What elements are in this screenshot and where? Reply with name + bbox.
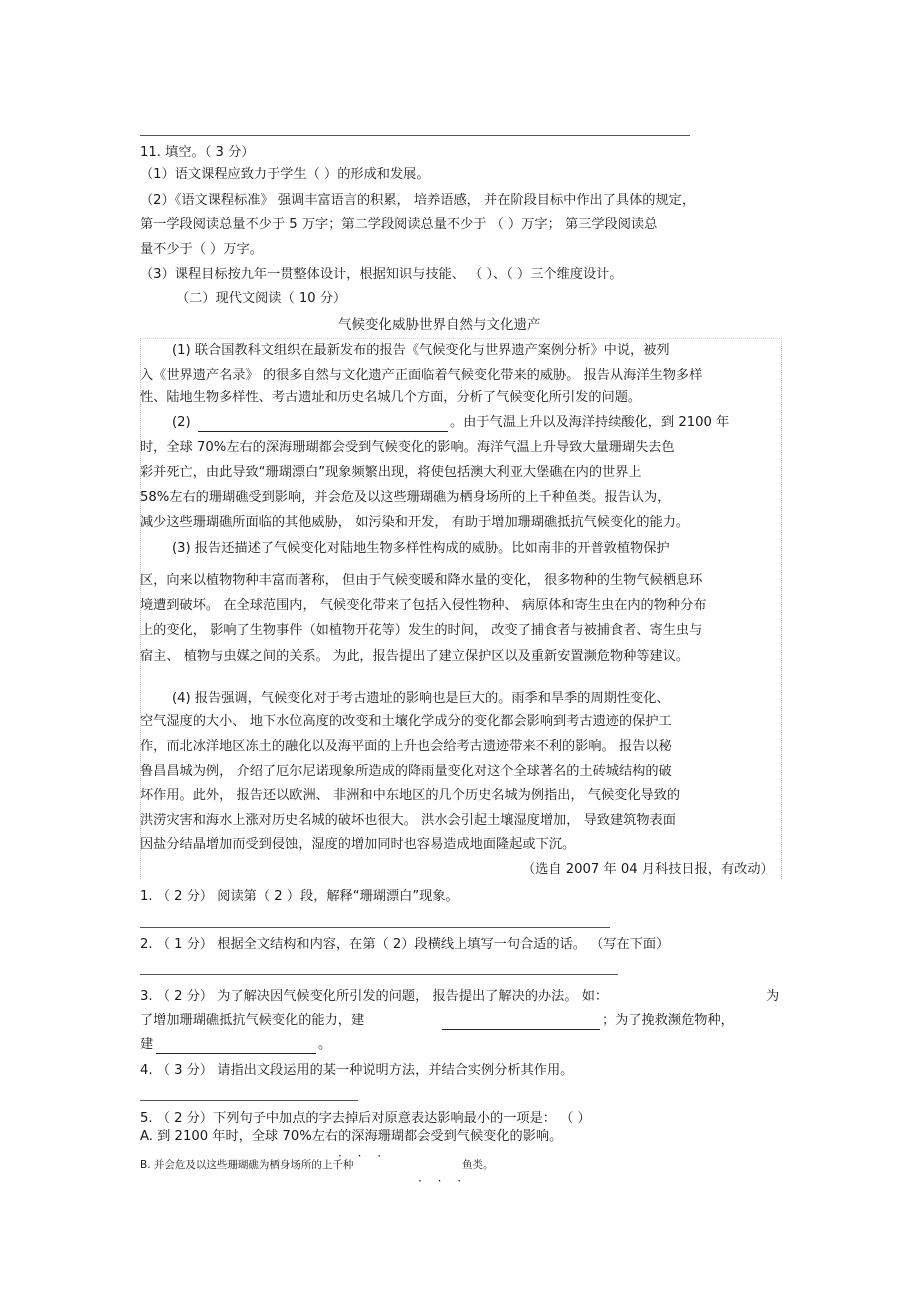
- question-5-option-a: A. 到 2100 年时，全球 70%左右的深海珊瑚都会受到气候变化的影响。: [140, 1129, 563, 1144]
- q1-answer-line[interactable]: [140, 927, 610, 928]
- question-3-line1: 3. （ 2 分） 为了解决因气候变化所引发的问题， 报告提出了解决的办法。 如：: [140, 989, 609, 1004]
- emphasis-dots-a: · · ·: [338, 1149, 388, 1163]
- question-2: 2. （ 1 分） 根据全文结构和内容，在第（ 2）段横线上填写一句合适的话。 （写在下面）: [140, 937, 670, 952]
- question-3-line3-pre: 建: [140, 1037, 154, 1052]
- para3-line2: 区，向来以植物物种丰富而著称， 但由于气候变暖和降水量的变化， 很多物种的生物气候栖息环: [140, 573, 703, 588]
- para4-line3: 作，而北冰洋地区冻土的融化以及海平面的上升也会给考古遗迹带来不利的影响。 报告以秘: [140, 739, 672, 754]
- para2-label: (2): [172, 415, 191, 430]
- question-1: 1. （ 2 分） 阅读第（ 2 ）段，解释“珊瑚漂白”现象。: [140, 889, 459, 904]
- q3-blank-2[interactable]: [156, 1036, 316, 1054]
- para3-line4: 上的变化， 影响了生物事件（如植物开花等）发生的时间， 改变了捕食者与被捕食者、寄生虫与: [140, 623, 703, 638]
- para4-line6: 洪涝灾害和海水上涨对历史名城的破坏也很大。 洪水会引起土壤湿度增加， 导致建筑物表面: [140, 813, 676, 828]
- question-5-option-b-pre: B. 并会危及以这些珊瑚礁为栖身场所的上千种: [140, 1159, 354, 1171]
- para2-line3: 彩并死亡，由此导致“珊瑚漂白”现象频繁出现，将使包括澳大利亚大堡礁在内的世界上: [140, 465, 642, 480]
- para1-line1: (1) 联合国教科文组织在最新发布的报告《气候变化与世界遗产案例分析》中说，被列: [172, 343, 670, 358]
- q2-answer-line[interactable]: [140, 974, 618, 975]
- q11-heading: 11. 填空。（ 3 分）: [140, 145, 255, 160]
- para1-line3: 性、陆地生物多样性、考古遗址和历史名城几个方面，分析了气候变化所引发的问题。: [140, 390, 642, 405]
- para4-line1: (4) 报告强调，气候变化对于考古遗址的影响也是巨大的。雨季和旱季的周期性变化、: [172, 691, 670, 706]
- para4-line2: 空气湿度的大小、 地下水位高度的改变和土壤化学成分的变化都会影响到考古遗迹的保护工: [140, 714, 672, 729]
- para4-line5: 坏作用。此外， 报告还以欧洲、 非洲和中东地区的几个历史名城为例指出， 气候变化导致的: [140, 788, 681, 803]
- question-3-line2-post: ；为了挽救濒危物种，: [602, 1013, 734, 1028]
- para2-blank[interactable]: [198, 414, 448, 432]
- para4-line7: 因盐分结晶增加而受到侵蚀，湿度的增加同时也容易造成地面隆起或下沉。: [140, 837, 576, 852]
- para2-line1-tail: 。由于气温上升以及海洋持续酸化，到 2100 年: [450, 415, 730, 430]
- top-divider: [140, 135, 690, 136]
- q11-part2-line3: 量不少于（ ）万字。: [140, 242, 263, 257]
- para3-line1: (3) 报告还描述了气候变化对陆地生物多样性构成的威胁。比如南非的开普敦植物保护: [172, 541, 670, 556]
- q11-part2-line2: 第一学段阅读总量不少于 5 万字；第二学段阅读总量不少于 （ ）万字； 第三学段阅读总: [140, 217, 658, 232]
- question-4: 4. （ 3 分） 请指出文段运用的某一种说明方法，并结合实例分析其作用。: [140, 1063, 574, 1078]
- para2-line2: 时，全球 70%左右的深海珊瑚都会受到气候变化的影响。海洋气温上升导致大量珊瑚失去色: [140, 440, 675, 455]
- para3-line5: 宿主、 植物与虫媒之间的关系。 为此，报告提出了建立保护区以及重新安置濒危物种等建议。: [140, 649, 690, 664]
- passage-source: （选自 2007 年 04 月科技日报，有改动）: [522, 862, 774, 877]
- q11-part1: （1）语文课程应致力于学生（ ）的形成和发展。: [140, 167, 430, 182]
- para4-line4: 鲁昌昌城为例， 介绍了厄尔尼诺现象所造成的降雨量变化对这个全球著名的土砖城结构的破: [140, 764, 672, 779]
- question-3-line1-end: 为: [766, 989, 780, 1004]
- q3-blank-1[interactable]: [442, 1012, 600, 1030]
- q4-answer-line[interactable]: [140, 1100, 358, 1101]
- question-3-line3-post: 。: [318, 1037, 332, 1052]
- q11-part2-line1: （2）《语文课程标准》 强调丰富语言的积累， 培养语感， 并在阶段目标中作出了具体的规定，: [140, 193, 696, 208]
- question-5-option-b-post: 鱼类。: [462, 1159, 494, 1171]
- question-5: 5. （ 2 分）下列句子中加点的字去掉后对原意表达影响最小的一项是： （ ）: [140, 1111, 591, 1126]
- para3-line3: 境遭到破坏。 在全球范围内， 气候变化带来了包括入侵性物种、 病原体和寄生虫在内的物种分布: [140, 598, 707, 613]
- para2-line4: 58%左右的珊瑚礁受到影响，并会危及以这些珊瑚礁为栖身场所的上千种鱼类。报告认为，: [140, 490, 671, 505]
- section-heading: （二）现代文阅读（ 10 分）: [176, 291, 347, 306]
- emphasis-dots-b: · · ·: [418, 1174, 468, 1188]
- question-3-line2-pre: 了增加珊瑚礁抵抗气候变化的能力，建: [140, 1013, 365, 1028]
- para2-line5: 减少这些珊瑚礁所面临的其他威胁， 如污染和开发， 有助于增加珊瑚礁抵抗气候变化的能力。: [140, 515, 690, 530]
- para1-line2: 入《世界遗产名录》 的很多自然与文化遗产正面临着气候变化带来的威胁。 报告从海洋生物多样: [140, 368, 703, 383]
- passage-title: 气候变化威胁世界自然与文化遗产: [338, 317, 541, 333]
- q11-part3: （3）课程目标按九年一贯整体设计，根据知识与技能、 （ ）、（ ）三个维度设计。: [140, 267, 623, 282]
